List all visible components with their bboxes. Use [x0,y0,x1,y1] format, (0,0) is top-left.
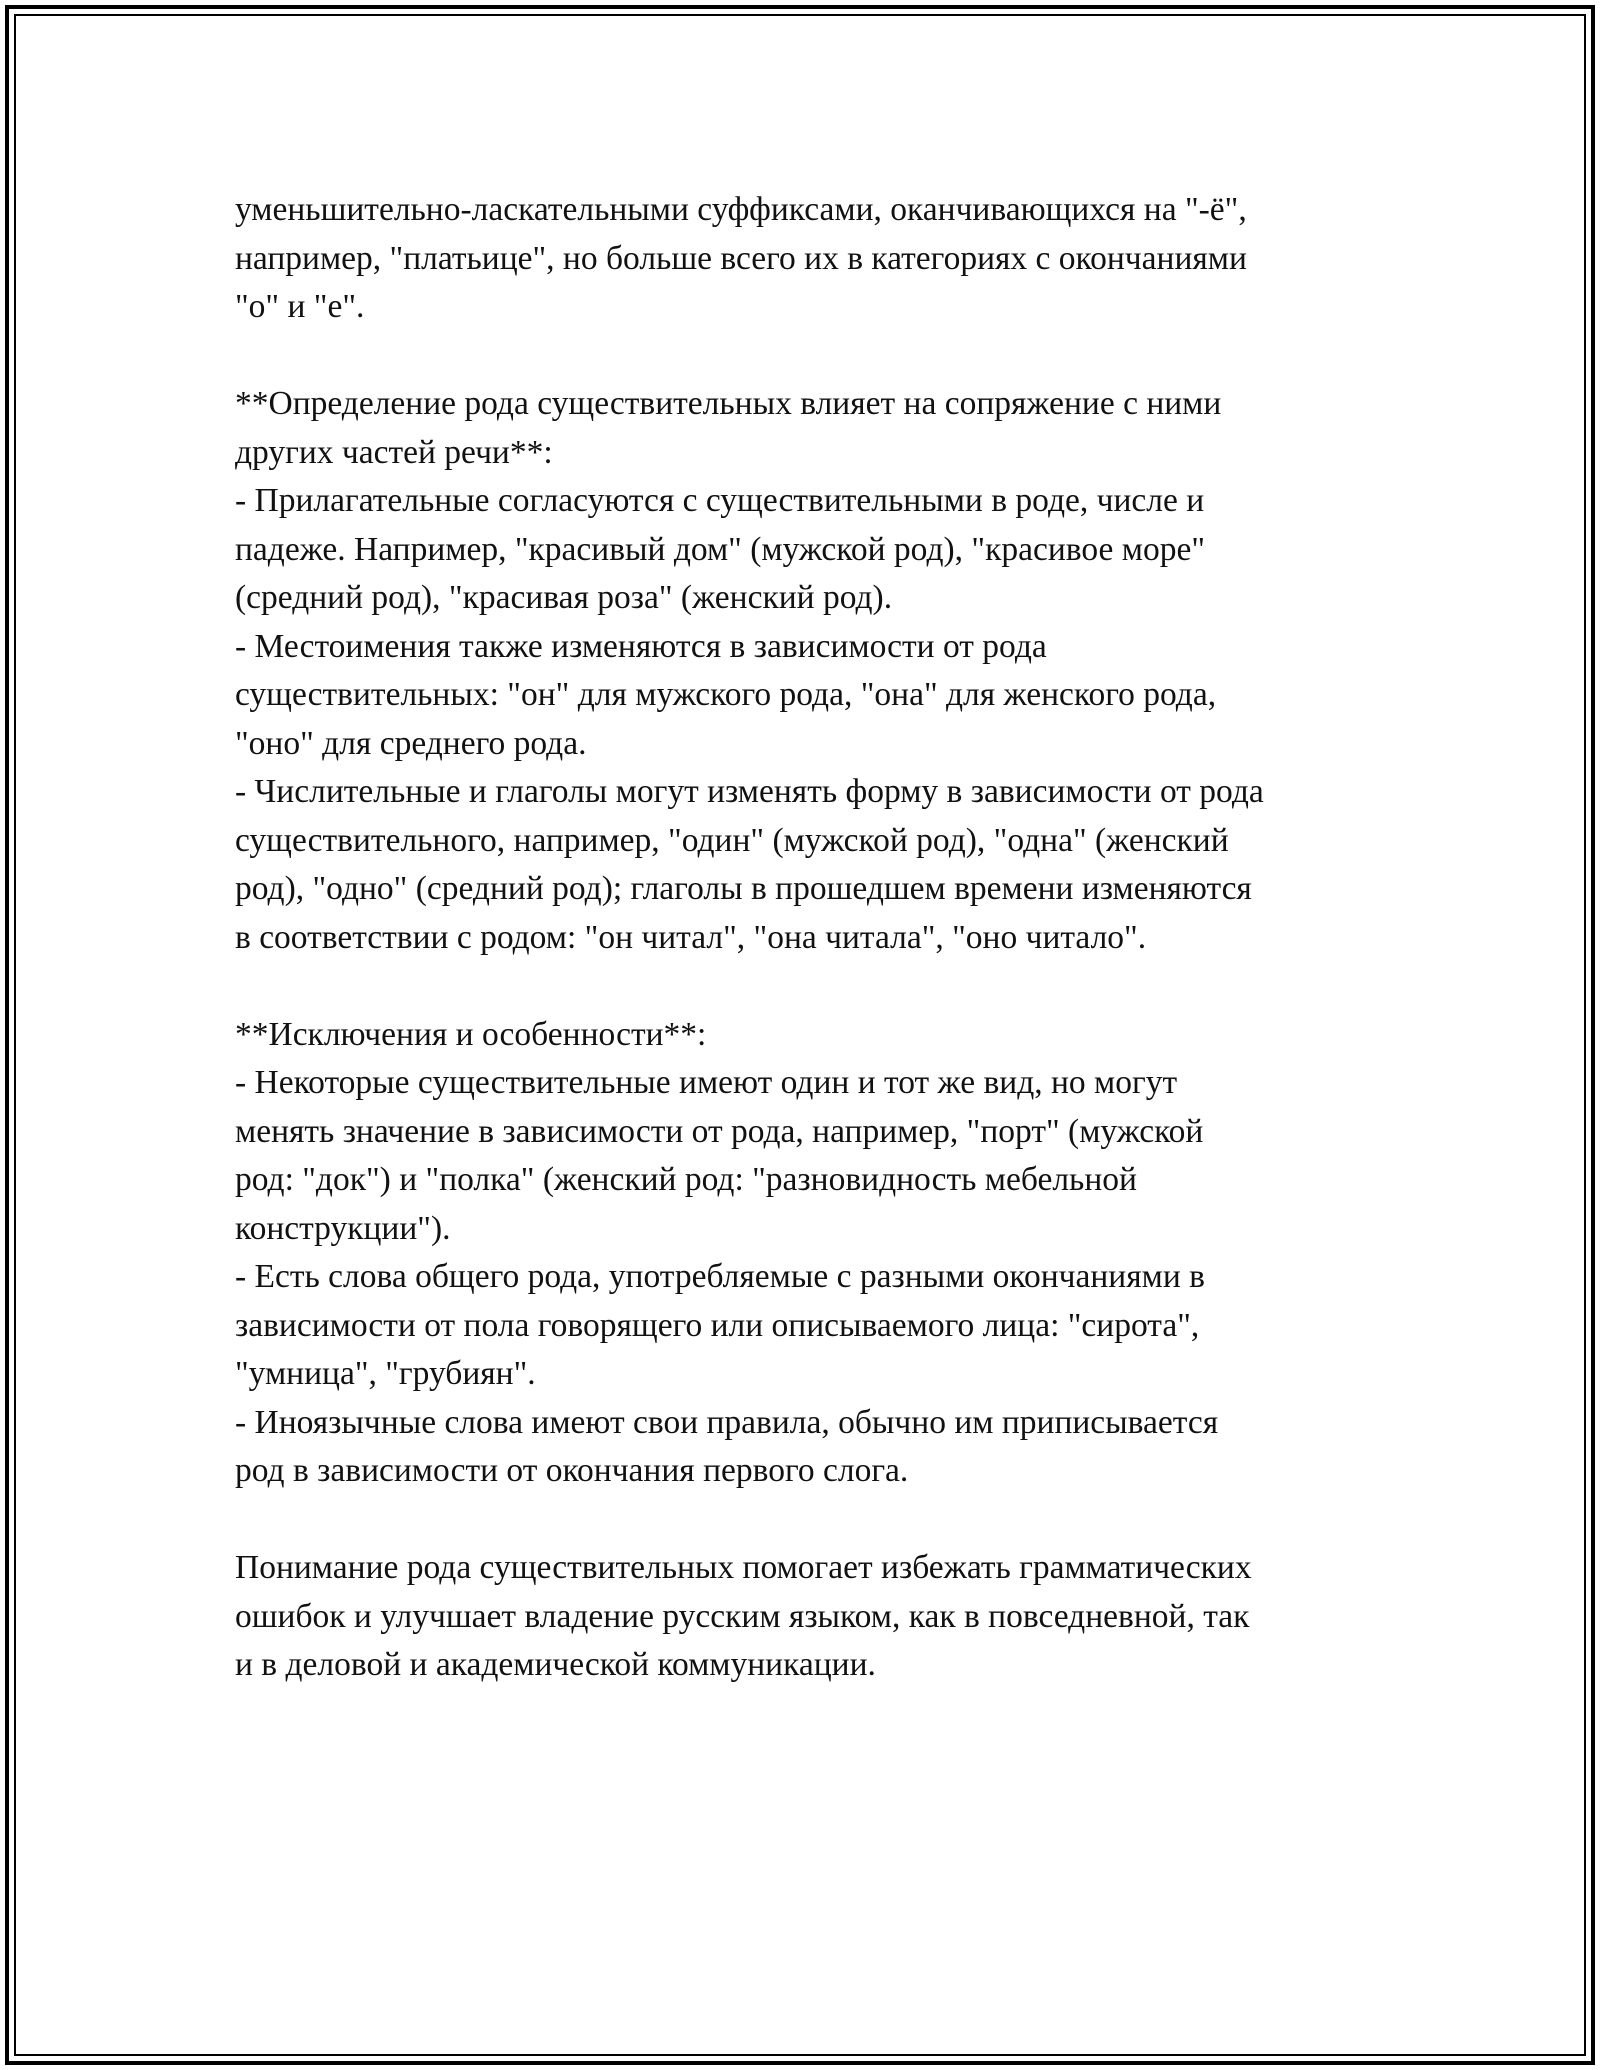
text-line: менять значение в зависимости от рода, например, "порт" (мужской [235,1112,1204,1150]
text-line: "о" и "е". [235,288,365,325]
section-exceptions [235,1011,1380,1496]
text-line: зависимости от пола говорящего или описываемого лица: "сирота", [235,1306,1200,1344]
text-line: Понимание рода существительных помогает избежать грамматических [235,1549,1252,1586]
document-body [235,186,1380,1690]
text-line: падеже. Например, "красивый дом" (мужской род), "красивое море" [235,530,1206,568]
text-line: "умница", "грубиян". [235,1355,536,1392]
paragraph-conclusion [235,1544,1380,1690]
text-line: род), "одно" (средний род); глаголы в прошедшем времени изменяются [235,870,1252,907]
text-line: существительного, например, "один" (мужской род), "одна" (женский [235,821,1229,859]
text-line: - Числительные и глаголы могут изменять форму в зависимости от рода [235,773,1264,810]
list-item-pronouns [235,623,1380,769]
text-line: - Некоторые существительные имеют один и тот же вид, но могут [235,1064,1178,1101]
section-gender-effects [235,380,1380,962]
paragraph-spacer [235,332,1380,381]
text-line: - Иноязычные слова имеют свои правила, обычно им приписывается [235,1403,1219,1441]
text-line: конструкции"). [235,1209,451,1247]
text-line: род в зависимости от окончания первого слога. [235,1452,909,1489]
text-line: **Определение рода существительных влияет на сопряжение с ними [235,385,1222,422]
list-item-foreign-words [235,1399,1380,1496]
paragraph-spacer [235,962,1380,1011]
text-line: - Местоимения также изменяются в зависимости от рода [235,627,1047,665]
text-line: существительных: "он" для мужского рода, "она" для женского рода, [235,676,1217,713]
text-line: **Исключения и особенности**: [235,1015,707,1053]
text-line: - Прилагательные согласуются с существительными в роде, числе и [235,482,1205,519]
text-line: например, "платьице", но больше всего их в категориях с окончаниями [235,239,1247,277]
text-line: в соответствии с родом: "он читал", "она читала", "оно читало". [235,918,1147,956]
section-heading [235,1011,1380,1060]
paragraph-spacer [235,1496,1380,1545]
list-item-adjectives [235,477,1380,623]
list-item-common-gender [235,1253,1380,1399]
list-item-homonyms [235,1059,1380,1253]
text-line: - Есть слова общего рода, употребляемые с разными окончаниями в [235,1258,1205,1295]
paragraph-intro [235,186,1380,332]
text-line: (средний род), "красивая роза" (женский род). [235,579,893,616]
text-line: "оно" для среднего рода. [235,724,587,762]
text-line: род: "док") и "полка" (женский род: "разновидность мебельной [235,1161,1137,1198]
list-item-numerals-verbs [235,768,1380,962]
text-line: ошибок и улучшает владение русским языком, как в повседневной, так [235,1597,1250,1635]
text-line: уменьшительно-ласкательными суффиксами, оканчивающихся на "-ё", [235,191,1247,228]
section-heading [235,380,1380,477]
text-line: и в деловой и академической коммуникации. [235,1646,876,1683]
text-line: других частей речи**: [235,433,553,471]
